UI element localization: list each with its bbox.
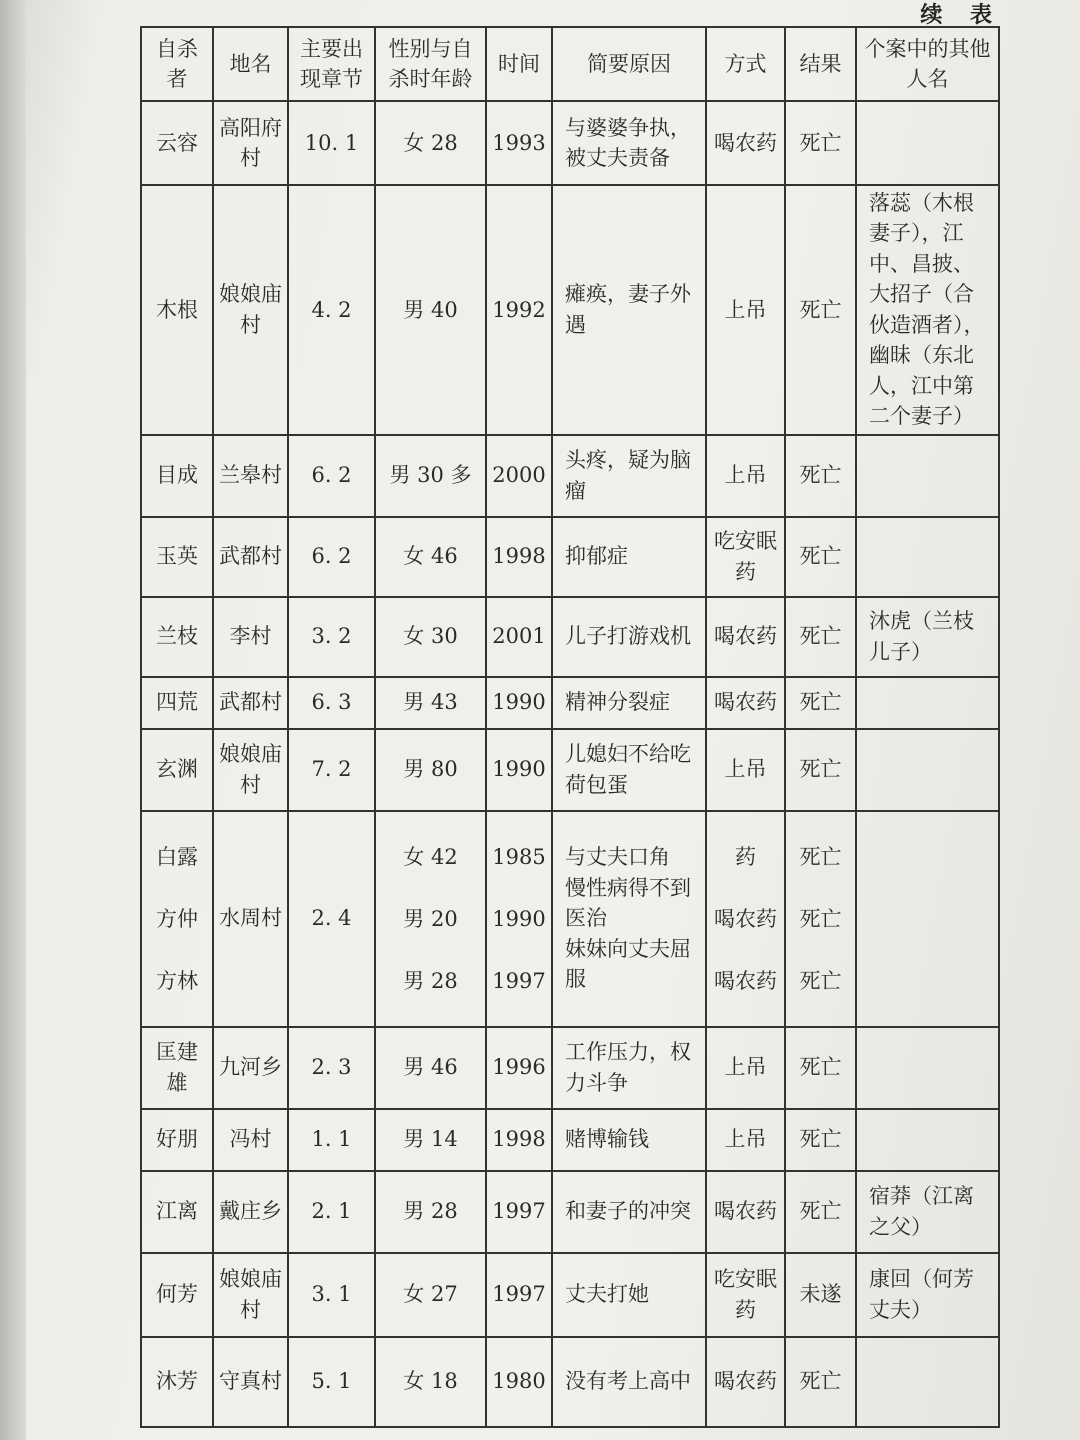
group-reason: 妹妹向丈夫屈服 [565, 936, 691, 992]
place-cell: 娘娘庙村 [213, 185, 288, 435]
chapter-cell: 6. 3 [288, 677, 375, 729]
others-cell: 宿莽（江离之父） [856, 1171, 999, 1253]
others-cell: 落蕊（木根妻子），江中、昌披、大招子（合伙造酒者），幽昧（东北人，江中第二个妻子） [856, 185, 999, 435]
group-sex-age-cell [375, 811, 486, 1027]
place-cell: 兰皋村 [213, 435, 288, 517]
method-cell: 上吊 [706, 1109, 785, 1171]
group-reason-cell [552, 811, 706, 1027]
result-cell: 未遂 [785, 1253, 856, 1337]
group-year-cell [486, 811, 552, 1027]
name-cell: 何芳 [141, 1253, 213, 1337]
place-cell: 娘娘庙村 [213, 1253, 288, 1337]
group-sex-age: 男 20 [403, 906, 458, 931]
suicide-cases-table [140, 26, 1000, 1428]
others-cell: 沐虎（兰枝儿子） [856, 597, 999, 677]
reason-cell: 丈夫打她 [552, 1253, 706, 1337]
result-cell: 死亡 [785, 435, 856, 517]
reason-cell: 头疼，疑为脑瘤 [552, 435, 706, 517]
result-cell: 死亡 [785, 185, 856, 435]
method-cell: 喝农药 [706, 1171, 785, 1253]
table-row [141, 1027, 999, 1109]
group-result: 死亡 [799, 968, 842, 993]
chapter-cell: 3. 2 [288, 597, 375, 677]
group-result-cell [785, 811, 856, 1027]
others-cell [856, 101, 999, 185]
result-cell: 死亡 [785, 677, 856, 729]
group-reason: 与丈夫口角 [565, 845, 670, 870]
table-row [141, 435, 999, 517]
chapter-cell: 7. 2 [288, 729, 375, 811]
name-cell: 沐芳 [141, 1337, 213, 1427]
group-sex-age: 女 42 [403, 844, 458, 869]
result-cell: 死亡 [785, 101, 856, 185]
year-cell: 1990 [486, 677, 552, 729]
method-cell: 上吊 [706, 435, 785, 517]
method-cell: 上吊 [706, 729, 785, 811]
year-cell: 1997 [486, 1253, 552, 1337]
header-cell: 时间 [486, 27, 552, 101]
method-cell: 吃安眠药 [706, 517, 785, 597]
place-cell: 娘娘庙村 [213, 729, 288, 811]
continued-table-label: 续 表 [920, 2, 1002, 28]
group-sex-age: 男 28 [403, 968, 458, 993]
result-cell: 死亡 [785, 1027, 856, 1109]
group-year: 1985 [492, 844, 546, 869]
sex-age-cell: 女 28 [375, 101, 486, 185]
chapter-cell: 10. 1 [288, 101, 375, 185]
header-cell: 自杀者 [141, 27, 213, 101]
group-method-cell [706, 811, 785, 1027]
year-cell: 1993 [486, 101, 552, 185]
chapter-cell: 6. 2 [288, 435, 375, 517]
reason-cell: 与婆婆争执，被丈夫责备 [552, 101, 706, 185]
header-cell: 结果 [785, 27, 856, 101]
group-others-cell [856, 811, 999, 1027]
table-row [141, 1109, 999, 1171]
sex-age-cell: 男 46 [375, 1027, 486, 1109]
table-row [141, 185, 999, 435]
method-cell: 喝农药 [706, 101, 785, 185]
others-cell: 康回（何芳丈夫） [856, 1253, 999, 1337]
group-method: 药 [735, 844, 756, 869]
method-cell: 喝农药 [706, 597, 785, 677]
result-cell: 死亡 [785, 517, 856, 597]
header-cell: 个案中的其他人名 [856, 27, 999, 101]
group-name: 白露 [156, 844, 198, 869]
year-cell: 1980 [486, 1337, 552, 1427]
sex-age-cell: 男 80 [375, 729, 486, 811]
group-result: 死亡 [799, 906, 842, 931]
method-cell: 吃安眠药 [706, 1253, 785, 1337]
group-method: 喝农药 [714, 968, 777, 993]
others-cell [856, 517, 999, 597]
chapter-cell: 4. 2 [288, 185, 375, 435]
reason-cell: 精神分裂症 [552, 677, 706, 729]
reason-cell: 和妻子的冲突 [552, 1171, 706, 1253]
reason-cell: 儿子打游戏机 [552, 597, 706, 677]
place-cell: 武都村 [213, 677, 288, 729]
others-cell [856, 435, 999, 517]
header-row [141, 27, 999, 101]
place-cell: 戴庄乡 [213, 1171, 288, 1253]
group-chapter-cell: 2. 4 [288, 811, 375, 1027]
group-names-cell [141, 811, 213, 1027]
name-cell: 兰枝 [141, 597, 213, 677]
sex-age-cell: 女 27 [375, 1253, 486, 1337]
table-row [141, 729, 999, 811]
place-cell: 李村 [213, 597, 288, 677]
name-cell: 云容 [141, 101, 213, 185]
reason-cell: 瘫痪，妻子外遇 [552, 185, 706, 435]
sex-age-cell: 男 30 多 [375, 435, 486, 517]
year-cell: 1990 [486, 729, 552, 811]
year-cell: 1998 [486, 1109, 552, 1171]
place-cell: 冯村 [213, 1109, 288, 1171]
header-cell: 简要原因 [552, 27, 706, 101]
group-result: 死亡 [799, 844, 842, 869]
table-row [141, 677, 999, 729]
chapter-cell: 1. 1 [288, 1109, 375, 1171]
reason-cell: 没有考上高中 [552, 1337, 706, 1427]
group-row [141, 811, 999, 1027]
sex-age-cell: 男 40 [375, 185, 486, 435]
place-cell: 高阳府村 [213, 101, 288, 185]
result-cell: 死亡 [785, 1171, 856, 1253]
table-row [141, 1253, 999, 1337]
method-cell: 喝农药 [706, 1337, 785, 1427]
method-cell: 上吊 [706, 185, 785, 435]
header-cell: 方式 [706, 27, 785, 101]
group-reason: 慢性病得不到医治 [565, 875, 691, 931]
name-cell: 玉英 [141, 517, 213, 597]
reason-cell: 赌博输钱 [552, 1109, 706, 1171]
reason-cell: 抑郁症 [552, 517, 706, 597]
others-cell [856, 1109, 999, 1171]
year-cell: 1992 [486, 185, 552, 435]
group-year: 1990 [492, 906, 546, 931]
name-cell: 匡建雄 [141, 1027, 213, 1109]
sex-age-cell: 男 14 [375, 1109, 486, 1171]
name-cell: 好朋 [141, 1109, 213, 1171]
year-cell: 1998 [486, 517, 552, 597]
year-cell: 2000 [486, 435, 552, 517]
reason-cell: 工作压力，权力斗争 [552, 1027, 706, 1109]
others-cell [856, 729, 999, 811]
table-row [141, 1171, 999, 1253]
others-cell [856, 1337, 999, 1427]
year-cell: 2001 [486, 597, 552, 677]
header-cell: 性别与自杀时年龄 [375, 27, 486, 101]
group-year: 1997 [492, 968, 546, 993]
place-cell: 九河乡 [213, 1027, 288, 1109]
chapter-cell: 6. 2 [288, 517, 375, 597]
sex-age-cell: 女 18 [375, 1337, 486, 1427]
result-cell: 死亡 [785, 597, 856, 677]
year-cell: 1997 [486, 1171, 552, 1253]
table-row [141, 597, 999, 677]
result-cell: 死亡 [785, 729, 856, 811]
reason-cell: 儿媳妇不给吃荷包蛋 [552, 729, 706, 811]
chapter-cell: 2. 3 [288, 1027, 375, 1109]
table-row [141, 101, 999, 185]
sex-age-cell: 男 43 [375, 677, 486, 729]
place-cell: 守真村 [213, 1337, 288, 1427]
result-cell: 死亡 [785, 1109, 856, 1171]
table-row [141, 517, 999, 597]
others-cell [856, 1027, 999, 1109]
table-row [141, 1337, 999, 1427]
place-cell: 武都村 [213, 517, 288, 597]
group-name: 方林 [156, 968, 198, 993]
sex-age-cell: 女 30 [375, 597, 486, 677]
name-cell: 目成 [141, 435, 213, 517]
header-cell: 地名 [213, 27, 288, 101]
chapter-cell: 5. 1 [288, 1337, 375, 1427]
name-cell: 江离 [141, 1171, 213, 1253]
name-cell: 四荒 [141, 677, 213, 729]
method-cell: 上吊 [706, 1027, 785, 1109]
sex-age-cell: 女 46 [375, 517, 486, 597]
year-cell: 1996 [486, 1027, 552, 1109]
header-cell: 主要出现章节 [288, 27, 375, 101]
result-cell: 死亡 [785, 1337, 856, 1427]
method-cell: 喝农药 [706, 677, 785, 729]
chapter-cell: 3. 1 [288, 1253, 375, 1337]
group-name: 方仲 [156, 906, 198, 931]
sex-age-cell: 男 28 [375, 1171, 486, 1253]
name-cell: 玄渊 [141, 729, 213, 811]
name-cell: 木根 [141, 185, 213, 435]
book-spine [0, 0, 26, 1440]
chapter-cell: 2. 1 [288, 1171, 375, 1253]
group-place-cell: 水周村 [213, 811, 288, 1027]
others-cell [856, 677, 999, 729]
group-method: 喝农药 [714, 906, 777, 931]
